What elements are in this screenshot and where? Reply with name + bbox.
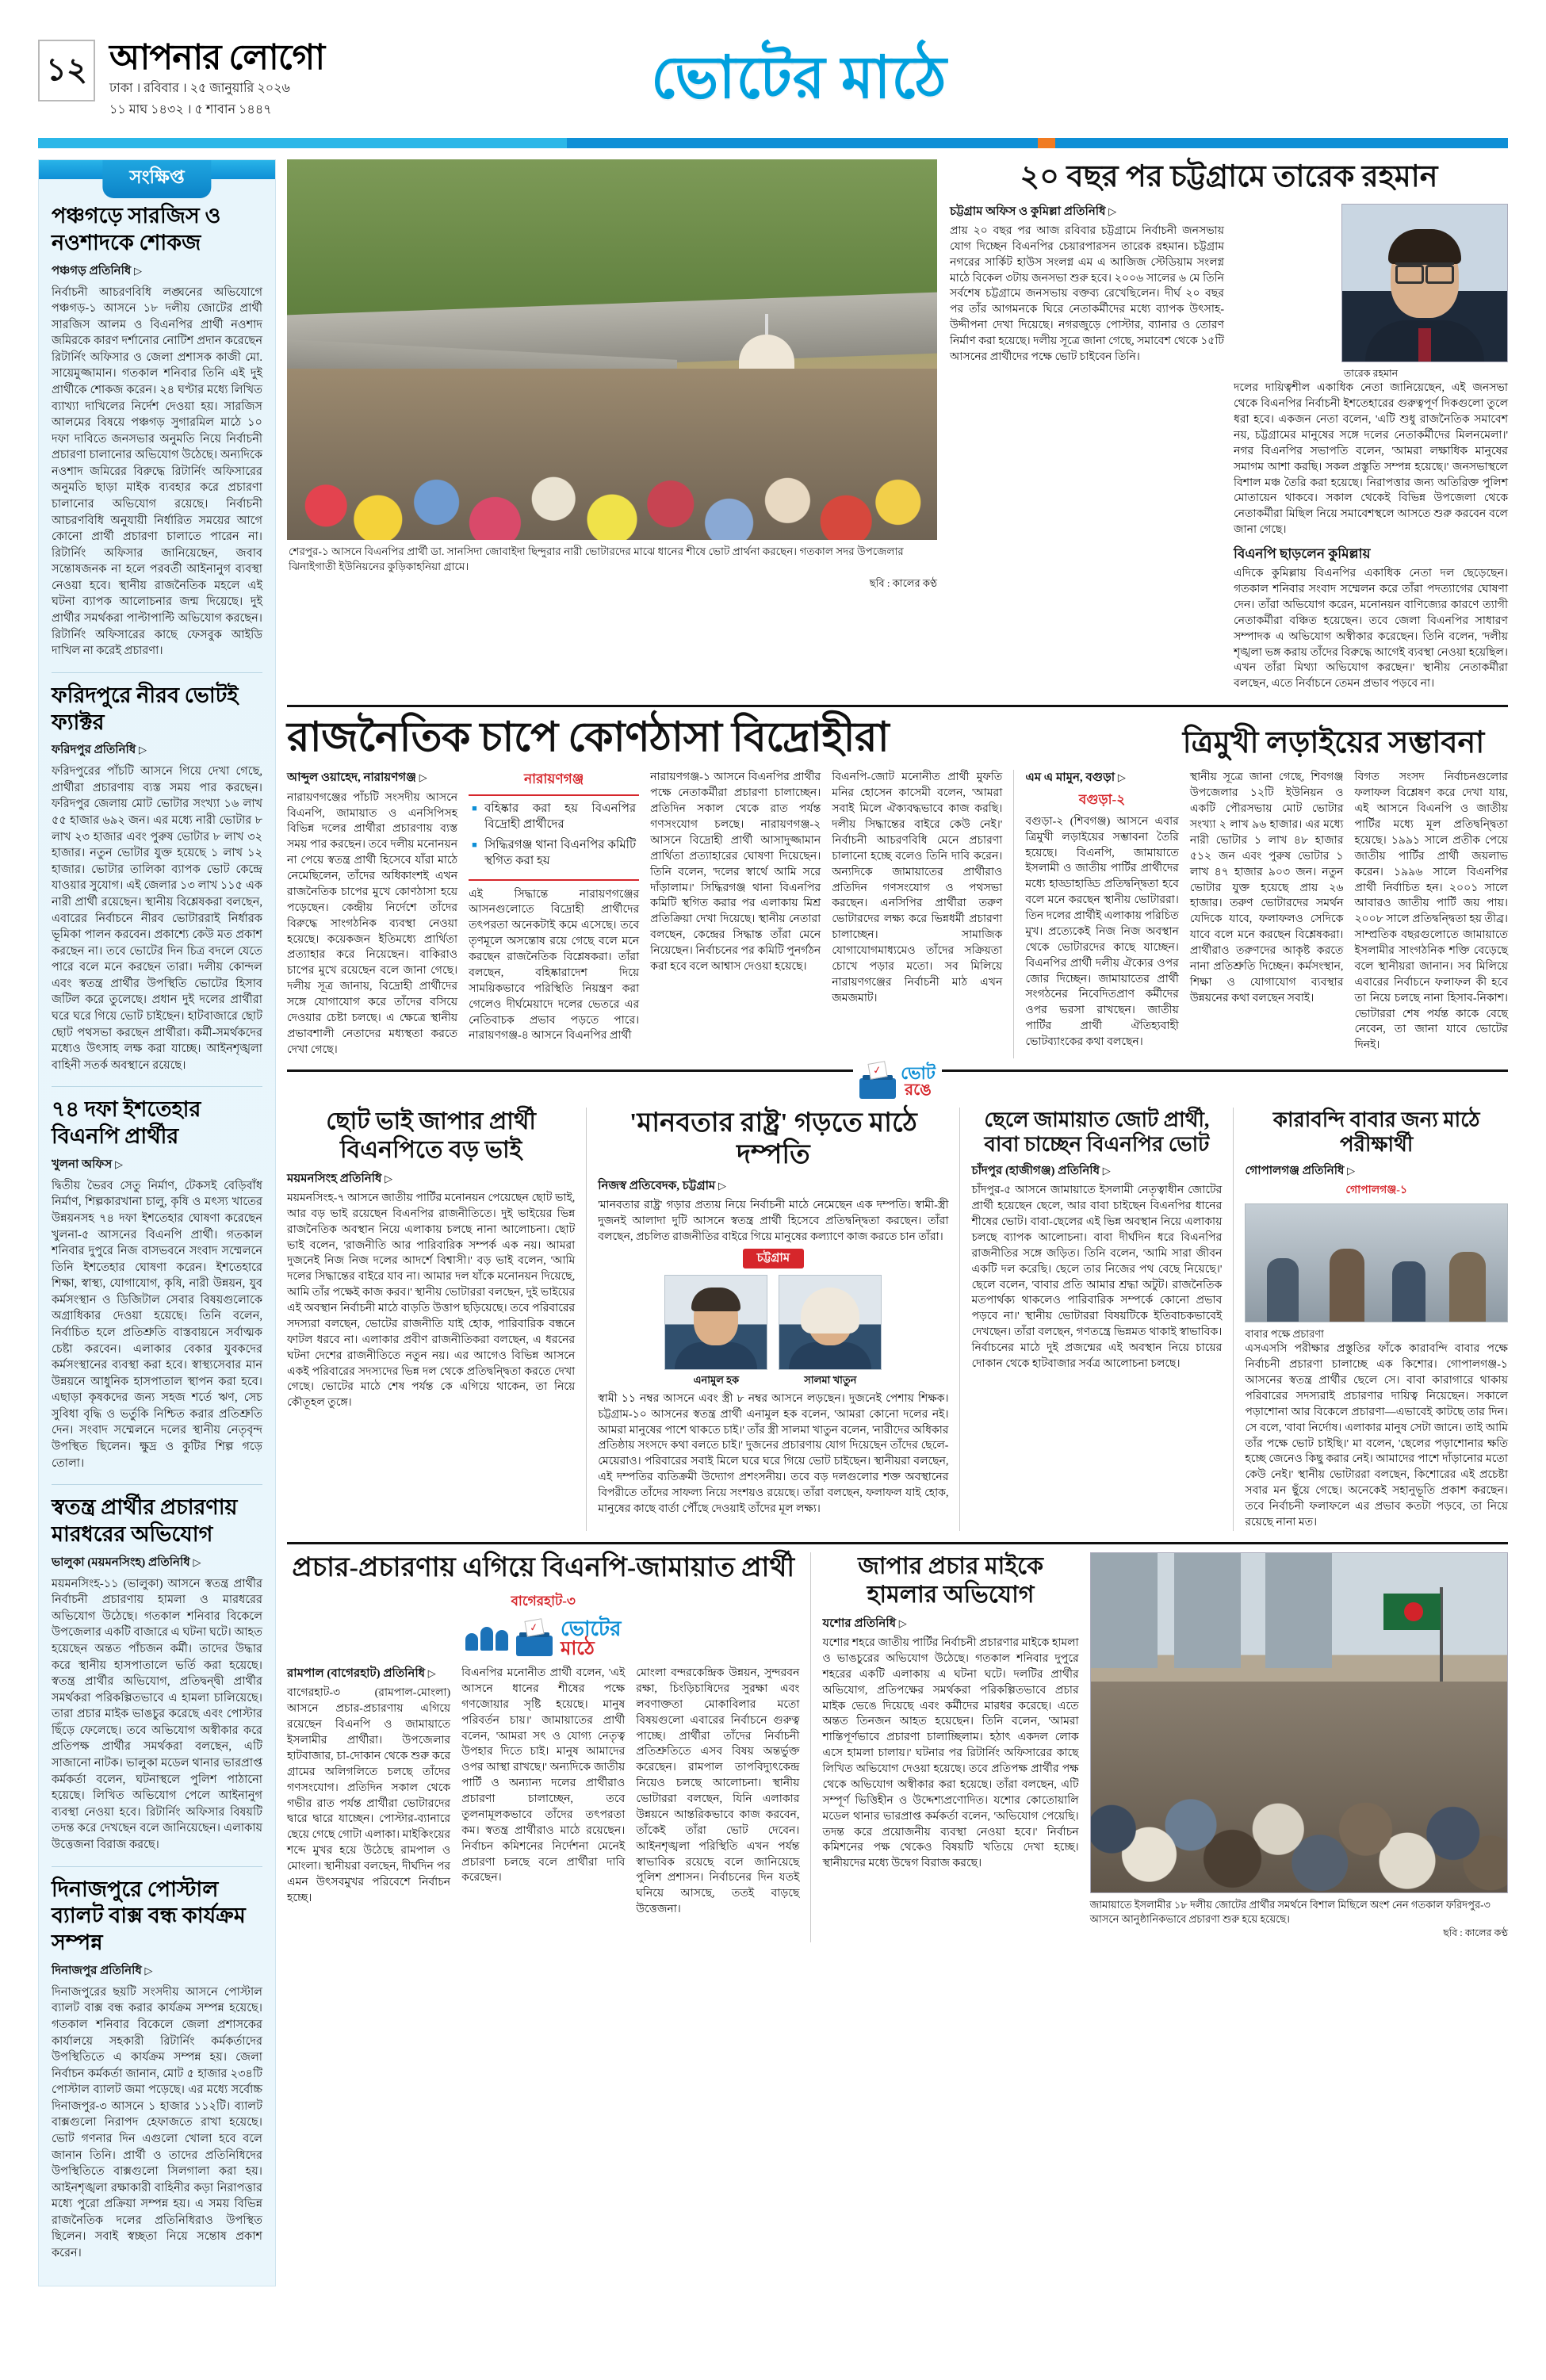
triangle-icon: ▷: [718, 1180, 727, 1192]
photo-person-1: [1267, 1258, 1299, 1322]
newspaper-page: [0, 40, 1546, 2380]
lead-photo: [287, 159, 937, 540]
bb-center-byline: [598, 1178, 948, 1195]
photo-person-2: [1330, 1249, 1364, 1322]
portrait-husband: [664, 1275, 767, 1387]
divider: [52, 672, 262, 673]
sidebar-headline: ৭৪ দফা ইশতেহার বিএনপি প্রার্থীর: [52, 1097, 201, 1149]
masthead: [38, 40, 1508, 133]
trimukhi-body-3: বিগত সংসদ নির্বাচনগুলোর ফলাফল বিশ্লেষণ করে দেখা যায়, এই আসনে বিএনপি ও জাতীয় পার্টির মধ্যে মূল প্রতিদ্বন্দ্বিতা হয়েছে। ১৯৯১ সালে প্রতীক পেয়ে জাতীয় পার্টির প্রার্থী জয়লাভ করেন। ১৯৯৬ সালে বিএনপির প্রার্থী নির্বাচিত হন। ২০০১ সালে আবারও জাতীয় পার্টি জয় পায়। ২০০৮ সালে প্রতিদ্বন্দ্বিতা হয় তীব্র। সাম্প্রতিক বছরগুলোতে জামায়াতে ইসলামীর সাংগঠনিক শক্তি বেড়েছে বলে স্থানীয়রা জানান। সব মিলিয়ে এবারের নির্বাচনে ফলাফল কী হবে তা নিয়ে চলছে নানা হিসাব-নিকাশ। ভোটাররা শেষ পর্যন্ত কাকে বেছে নেবেন, তা জানা যাবে ভোটের দিনই।: [1354, 771, 1508, 1052]
vertical-divider: [810, 1552, 811, 1942]
tarek-body-3: এদিকে কুমিল্লায় বিএনপির একাধিক নেতা দল ছেড়েছেন। গতকাল শনিবার সংবাদ সম্মেলন করে তাঁরা পদত্যাগের ঘোষণা দেন। তাঁরা অভিযোগ করেন, মনোনয়ন বাণিজ্যের কারণে ত্যাগী নেতাকর্মীরা বঞ্চিত হয়েছেন। তবে জেলা বিএনপির সাধারণ সম্পাদক এ অভিযোগ অস্বীকার করেছেন। তিনি বলেন, 'দলীয় শৃঙ্খলা ভঙ্গ করায় তাঁদের বিরুদ্ধে আগেই ব্যবস্থা নেওয়া হয়েছিল। এখন তাঁরা মিথ্যা অভিযোগ করছেন।' স্থানীয় নেতাকর্মীরা বলছেন, এতে নির্বাচনে তেমন প্রভাব পড়বে না।: [1234, 568, 1508, 691]
bottom-band: [287, 1062, 1508, 1531]
photo-building-2: [1174, 1553, 1241, 1669]
vote-logo-text: [561, 1618, 621, 1659]
people-icon: [465, 1627, 508, 1651]
tarek-story[interactable]: [950, 159, 1508, 692]
triangle-icon: ▷: [898, 1617, 907, 1629]
byline-text: খুলনা অফিস: [52, 1157, 113, 1171]
tarek-subhead: বিএনপি ছাড়লেন কুমিল্লায়: [1234, 546, 1371, 562]
rebel-col-2: [469, 770, 639, 1058]
main-content: [287, 159, 1508, 2286]
rebel-body-4: বিএনপি-জোট মনোনীত প্রার্থী মুফতি মনির হোসেন কাসেমী বলেন, 'আমরা সবাই মিলে ঐক্যবদ্ধভাবে কাজ করছি। দলীয় সিদ্ধান্তের বাইরে কেউ নেই।' নির্বাচনী আচরণবিধি মেনে প্রচারণা চালানো হচ্ছে বলেও তিনি দাবি করেন। অন্যদিকে জামায়াতের প্রার্থীরাও প্রতিদিন গণসংযোগ ও পথসভা করছেন। এনসিপির প্রার্থীরা তরুণ ভোটারদের লক্ষ্য করে ভিন্নধর্মী প্রচারণা চালাচ্ছেন। সামাজিক যোগাযোগমাধ্যমেও তাঁদের সক্রিয়তা চোখে পড়ার মতো। সব মিলিয়ে নারায়ণগঞ্জের নির্বাচনী মাঠ এখন জমজমাট।: [832, 771, 1003, 1004]
publication-logo-block: [109, 40, 324, 120]
byline-text: চট্টগ্রাম অফিস ও কুমিল্লা প্রতিনিধি: [950, 205, 1106, 218]
portrait-hair: [691, 1288, 740, 1311]
br-left-body-3: মোংলা বন্দরকেন্দ্রিক উন্নয়ন, সুন্দরবন রক্ষা, চিংড়িচাষিদের সুরক্ষা এবং লবণাক্ততা মোকাবিলার মতো বিষয়গুলো এবারের নির্বাচনে গুরুত্ব পাচ্ছে। প্রার্থীরা তাঁদের নির্বাচনী প্রতিশ্রুতিতে এসব বিষয় অন্তর্ভুক্ত করেছেন। রামপাল তাপবিদ্যুৎকেন্দ্র নিয়েও চলছে আলোচনা। স্থানীয় ভোটাররা বলছেন, যিনি এলাকার উন্নয়নে আন্তরিকভাবে কাজ করবেন, তাঁকেই তাঁরা ভোট দেবেন। আইনশৃঙ্খলা পরিস্থিতি এখন পর্যন্ত স্বাভাবিক রয়েছে বলে জানিয়েছে পুলিশ প্রশাসন। নির্বাচনের দিন যতই ঘনিয়ে আসছে, ততই বাড়ছে উত্তেজনা।: [636, 1667, 800, 1916]
tarek-columns: [950, 204, 1508, 693]
br-left-body-1: বাগেরহাট-৩ (রামপাল-মোংলা) আসনে প্রচার-প্রচারণায় এগিয়ে রয়েছেন বিএনপি ও জামায়াতে ইসলামীর প্রার্থীরা। উপজেলার হাটবাজার, চা-দোকান থেকে শুরু করে গ্রামের অলিগলিতে চলছে তাঁদের গণসংযোগ। প্রতিদিন সকাল থেকে গভীর রাত পর্যন্ত প্রার্থীরা ভোটারদের দ্বারে দ্বারে যাচ্ছেন। পোস্টার-ব্যানারে ছেয়ে গেছে গোটা এলাকা। মাইকিংয়ের শব্দে মুখর হয়ে উঠেছে রামপাল ও মোংলা। স্থানীয়রা বলছেন, দীর্ঘদিন পর এমন উৎসবমুখর পরিবেশে নির্বাচন হচ্ছে।: [287, 1687, 451, 1904]
trimukhi-byline: [1025, 770, 1179, 786]
bb-center-body-top: 'মানবতার রাষ্ট্র' গড়ার প্রত্যয় নিয়ে নির্বাচনী মাঠে নেমেছেন এক দম্পতি। স্বামী-স্ত্রী দুজনই আলাদা দুটি আসনে স্বতন্ত্র প্রার্থী হিসেবে প্রতিদ্বন্দ্বিতা করছেন। তাঁরা বলছেন, প্রচলিত রাজনীতির বাইরে গিয়ে মানুষের কল্যাণে কাজ করতে চান তাঁরা।: [598, 1200, 949, 1244]
byline-text: রামপাল (বাগেরহাট) প্রতিনিধি: [287, 1667, 426, 1681]
glasses-icon: [1395, 262, 1454, 277]
bottom-row: [287, 1542, 1508, 1942]
ballot-box-icon: [516, 1621, 553, 1656]
byline-text: এম এ মামুন, বগুড়া: [1025, 771, 1115, 785]
photo-building-1: [1091, 1553, 1158, 1669]
divider: [52, 1484, 262, 1485]
tarek-col-1: [950, 204, 1224, 693]
sidebar-item-3[interactable]: [39, 1096, 275, 1471]
rebel-region-label: নারায়ণগঞ্জ: [523, 771, 584, 787]
person-2: [480, 1627, 493, 1651]
br-photo-block: [1090, 1552, 1508, 1942]
page-number: ১২: [38, 40, 95, 101]
tarek-byline: [950, 204, 1224, 220]
lead-photo-block: [287, 159, 937, 692]
rebel-headline: রাজনৈতিক চাপে কোণঠাসা বিদ্রোহীরা: [287, 715, 890, 761]
portrait-body: [789, 1342, 871, 1369]
rule-segment-blue: [567, 138, 1037, 148]
triangle-icon: ▷: [1108, 205, 1117, 217]
trimukhi-body-1: বগুড়া-২ (শিবগঞ্জ) আসনে এবার ত্রিমুখী লড়াইয়ের সম্ভাবনা তৈরি হয়েছে। বিএনপি, জামায়াতে ইসলামী ও জাতীয় পার্টির প্রার্থীদের মধ্যে হাড্ডাহাড্ডি প্রতিদ্বন্দ্বিতা হবে বলে মনে করছেন স্থানীয় ভোটাররা। তিন দলের প্রার্থীই এলাকায় পরিচিত মুখ। প্রত্যেকেই নিজ নিজ অবস্থান থেকে ভোটারদের কাছে যাচ্ছেন। বিএনপির প্রার্থী দলীয় ঐক্যের ওপর জোর দিচ্ছেন। জামায়াতের প্রার্থী সংগঠনের নিবেদিতপ্রাণ কর্মীদের ওপর ভরসা রাখছেন। জাতীয় পার্টির প্রার্থী ঐতিহ্যবাহী ভোটব্যাংকের কথা বলছেন।: [1025, 815, 1179, 1049]
tarek-col-2: [1234, 204, 1508, 693]
sidebar-byline: [52, 1961, 262, 1981]
vertical-divider: [1233, 1108, 1234, 1531]
br-left-col-2: [461, 1666, 625, 1918]
byline-text: গোপালগঞ্জ প্রতিনিধি: [1245, 1164, 1345, 1177]
vertical-divider: [959, 1108, 960, 1531]
bangladesh-flag-icon: [1383, 1594, 1441, 1630]
bb-left-story[interactable]: [287, 1108, 575, 1531]
photo-building-3: [1265, 1553, 1332, 1669]
ballot-box-icon: [859, 1064, 896, 1099]
bottom-row-columns: [287, 1552, 1508, 1942]
sidebar-body: দিনাজপুরের ছয়টি সংসদীয় আসনে পোস্টাল ব্যালট বাক্স বন্ধ করার কার্যক্রম সম্পন্ন হয়েছে। গতকাল শনিবার বিকেলে জেলা প্রশাসকের কার্যালয়ে সহকারী রিটার্নিং কর্মকর্তাদের উপস্থিতিতে এ কার্যক্রম সম্পন্ন হয়। জেলা নির্বাচন কর্মকর্তা জানান, মোট ৫ হাজার ২৩৪টি পোস্টাল ব্যালট জমা পড়েছে। এর মধ্যে সর্বোচ্চ দিনাজপুর-৩ আসনে ১ হাজার ১১২টি। ব্যালট বাক্সগুলো নিরাপদ হেফাজতে রাখা হয়েছে। ভোট গণনার দিন এগুলো খোলা হবে বলে জানান তিনি। প্রার্থী ও তাদের প্রতিনিধিদের উপস্থিতিতে বাক্সগুলো সিলগালা করা হয়। আইনশৃঙ্খলা রক্ষাকারী বাহিনীর কড়া নিরাপত্তার মধ্যে পুরো প্রক্রিয়া সম্পন্ন হয়। এ সময় বিভিন্ন রাজনৈতিক দলের প্রতিনিধিরাও উপস্থিত ছিলেন। সবাই স্বচ্ছতা নিয়ে সন্তোষ প্রকাশ করেন।: [52, 1985, 262, 2260]
bb-left-headline: ছোট ভাই জাপার প্রার্থী বিএনপিতে বড় ভাই: [326, 1108, 536, 1163]
mid-body-row: [287, 770, 1508, 1058]
byline-text: ফরিদপুর প্রতিনিধি: [52, 744, 136, 757]
rebel-bullet-1: ■ বহিষ্কার করা হয় বিএনপির বিদ্রোহী প্রার্থীদের: [472, 801, 636, 833]
byline-text: নিজস্ব প্রতিবেদক, চট্টগ্রাম: [598, 1180, 716, 1193]
person-1: [465, 1633, 478, 1651]
sidebar-headline: পঞ্চগড়ে সারজিস ও নওশাদকে শোকজ: [52, 204, 221, 254]
top-row: [287, 159, 1508, 692]
tarek-portrait-caption: তারেক রহমান: [1343, 367, 1399, 379]
br-left-byline: [287, 1666, 450, 1682]
bb-right-body: চাঁদপুর-৫ আসনে জামায়াতে ইসলামী নেতৃত্বাধীন জোটের প্রার্থী হয়েছেন ছেলে, আর বাবা চাইছেন বিএনপির ধানের শীষের ভোট। বাবা-ছেলের এই ভিন্ন অবস্থান নিয়ে এলাকায় চলছে ব্যাপক আলোচনা। বাবা দীর্ঘদিন ধরে বিএনপির রাজনীতির সঙ্গে জড়িত। তিনি বলেন, 'আমি সারা জীবন একটি দল করেছি। ছেলে তার নিজের পথ বেছে নিয়েছে।' ছেলে বলেন, 'বাবার প্রতি আমার শ্রদ্ধা অটুট। রাজনৈতিক মতপার্থক্য থাকলেও পারিবারিক সম্পর্কে কোনো প্রভাব পড়বে না।' স্থানীয় ভোটাররা বিষয়টিকে ইতিবাচকভাবেই দেখছেন। তাঁরা বলছেন, গণতন্ত্রে ভিন্নমত থাকাই স্বাভাবিক। নির্বাচনের মাঠে দুই প্রজন্মের এই অবস্থান নিয়ে চায়ের দোকান থেকে হাটবাজার সর্বত্র আলোচনা চলছে।: [971, 1184, 1223, 1370]
br-left-body-2: বিএনপির মনোনীত প্রার্থী বলেন, 'এই আসনে ধানের শীষের পক্ষে গণজোয়ার সৃষ্টি হয়েছে। মানুষ পরিবর্তন চায়।' জামায়াতের প্রার্থী বলেন, 'আমরা সৎ ও যোগ্য নেতৃত্ব উপহার দিতে চাই। মানুষ আমাদের ওপর আস্থা রাখছে।' অন্যদিকে জাতীয় পার্টি ও অন্যান্য দলের প্রার্থীরাও প্রচারণা চালাচ্ছেন, তবে তুলনামূলকভাবে তাঁদের তৎপরতা কম। স্বতন্ত্র প্রার্থীরাও মাঠে রয়েছেন। নির্বাচন কমিশনের নির্দেশনা মেনেই প্রচারণা চলছে বলে প্রার্থীরা দাবি করেছেন।: [461, 1667, 626, 1884]
portrait-tie: [1418, 328, 1431, 362]
rule-segment-orange: [1038, 138, 1055, 148]
bb-farright-photo-caption: বাবার পক্ষে প্রচারণা: [1245, 1328, 1324, 1341]
trimukhi-headline: ত্রিমুখী লড়াইয়ের সম্ভাবনা: [1182, 725, 1485, 760]
sidebar-item-1[interactable]: [39, 203, 275, 660]
bb-center-tag: [598, 1249, 948, 1268]
br-left-col-1: [287, 1666, 450, 1918]
vote-badge: [853, 1061, 942, 1102]
triangle-icon: ▷: [427, 1667, 436, 1680]
byline-text: যশোর প্রতিনিধি: [822, 1617, 897, 1630]
byline-text: ভালুকা (ময়মনসিংহ) প্রতিনিধি: [52, 1555, 190, 1569]
rebel-body-1: নারায়ণগঞ্জের পাঁচটি সংসদীয় আসনে বিএনপি, জামায়াত ও এনসিপিসহ বিভিন্ন দলের প্রার্থীরা প্রচারণায় ব্যস্ত সময় পার করছেন। তবে দলীয় মনোনয়ন না পেয়ে স্বতন্ত্র প্রার্থী হিসেবে যাঁরা মাঠে নেমেছিলেন, তাঁদের অধিকাংশই এখন রাজনৈতিক চাপের মুখে কোণঠাসা হয়ে পড়েছেন। কেন্দ্রীয় নির্দেশে তাঁদের বিরুদ্ধে সাংগঠনিক ব্যবস্থা নেওয়া হয়েছে। কয়েকজন ইতিমধ্যে প্রার্থিতা প্রত্যাহার করে নিয়েছেন। বাকিরাও চাপের মুখে রয়েছেন বলে জানা গেছে। দলীয় সূত্র জানায়, বিদ্রোহী প্রার্থীদের সঙ্গে যোগাযোগ করে তাঁদের বসিয়ে দেওয়ার চেষ্টা চলছে। এ ক্ষেত্রে স্থানীয় প্রভাবশালী নেতাদের মধ্যস্থতা করতে দেখা গেছে।: [287, 791, 458, 1056]
rally-photo-caption: জামায়াতে ইসলামীর ১৮ দলীয় জোটের প্রার্থীর সমর্থনে বিশাল মিছিলে অংশ নেন গতকাল ফরিদপুর-৩ আসনে আনুষ্ঠানিকভাবে প্রচারণা শুরু হয়ে হয়েছে।: [1089, 1898, 1491, 1925]
tarek-body-1: প্রায় ২০ বছর পর আজ রবিবার চট্টগ্রামে নির্বাচনী জনসভায় যোগ দিচ্ছেন বিএনপির চেয়ারপারসন তারেক রহমান। চট্টগ্রাম নগরের সার্কিট হাউস সংলগ্ন এম এ আজিজ স্টেডিয়াম সংলগ্ন মাঠে বিকেল ৩টায় জনসভা শুরু হবে। ২০০৬ সালের ৬ মে তিনি সর্বশেষ চট্টগ্রামে জনসভায় বক্তব্য রেখেছিলেন। দীর্ঘ ২০ বছর পর তাঁর আগমনকে ঘিরে নেতাকর্মীদের মধ্যে ব্যাপক উৎসাহ-উদ্দীপনা দেখা দিয়েছে। নগরজুড়ে পোস্টার, ব্যানার ও তোরণ নির্মাণ করা হয়েছে। দলীয় সূত্রে জানা গেছে, সমাবেশ থেকে ১৫টি আসনের প্রার্থীদের পক্ষে ভোট চাইবেন তিনি।: [950, 224, 1224, 363]
vote-logo-top: ভোটের: [561, 1617, 622, 1640]
sidebar-brief-column: [38, 159, 276, 2286]
big-headline-row: [287, 705, 1508, 760]
tarek-body-2: দলের দায়িত্বশীল একাধিক নেতা জানিয়েছেন, এই জনসভা থেকে বিএনপির নির্বাচনী ইশতেহারের গুরুত্বপূর্ণ দিকগুলো তুলে ধরা হবে। একজন নেতা বলেন, 'এটি শুধু রাজনৈতিক সমাবেশ নয়, চট্টগ্রামের মানুষের সঙ্গে দলের নেতাকর্মীদের মিলনমেলা।' নগর বিএনপির সভাপতি বলেন, 'আমরা লক্ষাধিক মানুষের সমাগম আশা করছি। সকল প্রস্তুতি সম্পন্ন হয়েছে।' জনসভাস্থলে বিশাল মঞ্চ তৈরি করা হয়েছে। নিরাপত্তার জন্য অতিরিক্ত পুলিশ মোতায়েন থাকবে। সকাল থেকেই বিভিন্ন উপজেলা থেকে নেতাকর্মীরা মিছিল নিয়ে সমাবেশস্থলে আসতে শুরু করবেন বলে জানা গেছে।: [1234, 382, 1508, 537]
sidebar-byline: [52, 1553, 262, 1573]
byline-text: চাঁদপুর (হাজীগঞ্জ) প্রতিনিধি: [971, 1164, 1100, 1177]
masthead-date-line-1: ঢাকা । রবিবার । ২৫ জানুয়ারি ২০২৬: [109, 82, 290, 96]
bb-farright-body: এসএসসি পরীক্ষার প্রস্তুতির ফাঁকে কারাবন্দি বাবার পক্ষে নির্বাচনী প্রচারণা চালাচ্ছে এক কিশোর। গোপালগঞ্জ-১ আসনের স্বতন্ত্র প্রার্থীর ছেলে সে। বাবা কারাগারে থাকায় পরিবারের সদস্যরাই প্রচারণার দায়িত্ব নিয়েছেন। সকালে পড়াশোনা আর বিকেলে প্রচারণা—এভাবেই কাটছে তার দিন। সে বলে, 'বাবা নির্দোষ। এলাকার মানুষ সেটা জানে। তাই আমি তাঁর পক্ষে ভোট চাইছি।' মা বলেন, 'ছেলের পড়াশোনার ক্ষতি হচ্ছে জেনেও কিছু করার নেই। আমাদের পাশে দাঁড়ানোর মতো কেউ নেই।' স্থানীয় ভোটাররা বলছেন, কিশোরের এই প্রচেষ্টা সবার মন ছুঁয়ে গেছে। অনেকেই সহানুভূতি প্রকাশ করছেন। তবে নির্বাচনী ফলাফলে এর প্রভাব কতটা পড়বে, তা নিয়ে রয়েছে নানা মত।: [1245, 1343, 1508, 1529]
br-left-headline: প্রচার-প্রচারণায় এগিয়ে বিএনপি-জামায়াত প্রার্থী: [292, 1552, 795, 1582]
publication-name: আপনার লোগো: [109, 38, 325, 77]
sidebar-headline: স্বতন্ত্র প্রার্থীর প্রচারণায় মারধরের অভিযোগ: [52, 1495, 238, 1546]
bottom-band-columns: [287, 1108, 1508, 1531]
page-title: ভোটের মাঠে: [651, 46, 947, 111]
rebel-col-3: [650, 770, 821, 1058]
rebel-bullet-2: ■ সিদ্ধিরগঞ্জ থানা বিএনপির কমিটি স্থগিত করা হয়: [472, 837, 636, 870]
byline-text: আব্দুল ওয়াহেদ, নারায়ণগঞ্জ: [287, 771, 416, 785]
rule-segment-blue-2: [1055, 138, 1508, 148]
sidebar-item-2[interactable]: [39, 683, 275, 1073]
sidebar-body: ময়মনসিংহ-১১ (ভালুকা) আসনে স্বতন্ত্র প্রার্থীর নির্বাচনী প্রচারণায় হামলা ও মারধরের অভিযোগ উঠেছে। গতকাল শনিবার বিকেলে উপজেলার একটি বাজারে এ ঘটনা ঘটে। আহত হয়েছেন অন্তত পাঁচজন কর্মী। তাদের উদ্ধার করে স্থানীয় হাসপাতালে ভর্তি করা হয়েছে। স্বতন্ত্র প্রার্থীর অভিযোগ, প্রতিদ্বন্দ্বী প্রার্থীর সমর্থকরা পরিকল্পিতভাবে এ হামলা চালিয়েছে। তারা প্রচার মাইক ভাঙচুর করেছে এবং পোস্টার ছিঁড়ে ফেলেছে। তবে অভিযোগ অস্বীকার করে প্রতিপক্ষ প্রার্থীর সমর্থকরা বলছেন, এটি সাজানো নাটক। ভালুকা মডেল থানার ভারপ্রাপ্ত কর্মকর্তা বলেন, ঘটনাস্থলে পুলিশ পাঠানো হয়েছে। লিখিত অভিযোগ পেলে আইনানুগ ব্যবস্থা নেওয়া হবে। রিটার্নিং অফিসার বিষয়টি তদন্ত করে দেখছেন বলে জানিয়েছেন। এলাকায় উত্তেজনা বিরাজ করছে।: [52, 1577, 262, 1851]
br-left-col-3: [636, 1666, 799, 1918]
vote-badge-text: [901, 1062, 936, 1099]
sidebar-headline: দিনাজপুরে পোস্টাল ব্যালট বাক্স বন্ধ কার্যক্রম সম্পন্ন: [52, 1877, 246, 1955]
bb-farright-story[interactable]: [1245, 1108, 1508, 1531]
portrait-name: সালমা খাতুন: [804, 1374, 857, 1387]
bb-center-body-bottom: স্বামী ১১ নম্বর আসনে এবং স্ত্রী ৮ নম্বর আসনে লড়ছেন। দুজনেই পেশায় শিক্ষক। চট্টগ্রাম-১০ আসনের স্বতন্ত্র প্রার্থী এনামুল হক বলেন, 'আমরা কোনো দলের নই। আমরা মানুষের পাশে থাকতে চাই।' তাঁর স্ত্রী সালমা খাতুন বলেন, 'নারীদের অধিকার প্রতিষ্ঠায় সংসদে কথা বলতে চাই।' দুজনের প্রচারণায় যোগ দিয়েছেন তাঁদের ছেলে-মেয়েরাও। পরিবারের সবাই মিলে ঘরে ঘরে গিয়ে ভোট চাইছেন। স্থানীয়রা বলছেন, এই দম্পতির ব্যতিক্রমী উদ্যোগ প্রশংসনীয়। তবে বড় দলগুলোর শক্ত অবস্থানের বিপরীতে তাঁদের সাফল্য নিয়ে সংশয়ও রয়েছে। তাঁরা বলছেন, ফলাফল যাই হোক, মানুষের কাছে বার্তা পৌঁছে দেওয়াই তাঁদের মূল লক্ষ্য।: [598, 1392, 949, 1515]
triangle-icon: ▷: [193, 1555, 201, 1568]
trimukhi-col-1: [1025, 770, 1179, 1058]
rule-segment-cyan: [38, 138, 567, 148]
trimukhi-col-3: [1354, 770, 1508, 1058]
sidebar-headline: ফরিদপুরে নীরব ভোটই ফ্যাক্টর: [52, 683, 239, 734]
masthead-date-line-2: ১১ মাঘ ১৪৩২ । ৫ শাবান ১৪৪৭: [109, 103, 272, 117]
bb-farright-photo: [1245, 1203, 1508, 1322]
portrait-body: [675, 1342, 757, 1369]
tarek-headline: ২০ বছর পর চট্টগ্রামে তারেক রহমান: [1020, 160, 1438, 193]
portrait-image: [664, 1275, 767, 1370]
rebel-col-1: [287, 770, 457, 1058]
bb-left-body: ময়মনসিংহ-৭ আসনে জাতীয় পার্টির মনোনয়ন পেয়েছেন ছোট ভাই, আর বড় ভাই রয়েছেন বিএনপির রাজনীতিতে। দুই ভাইয়ের ভিন্ন রাজনৈতিক অবস্থান নিয়ে এলাকায় চলছে নানা আলোচনা। ছোট ভাই বলেন, 'রাজনীতি আর পারিবারিক সম্পর্ক এক নয়। আমরা দুজনেই নিজ নিজ দলের আদর্শে বিশ্বাসী।' বড় ভাই বলেন, 'আমি দলের সিদ্ধান্তের বাইরে যাব না। আমার দল যাঁকে মনোনয়ন দিয়েছে, আমি তাঁর পক্ষেই কাজ করব।' স্থানীয় ভোটাররা বলছেন, দুই ভাইয়ের এই অবস্থান নির্বাচনী মাঠে বাড়তি উত্তাপ ছড়িয়েছে। তবে পরিবারের সদস্যরা বলছেন, ভোটের রাজনীতি যাই হোক, পারিবারিক বন্ধনে ফাটল ধরবে না। এলাকার প্রবীণ রাজনীতিকরা বলছেন, এ ধরনের ঘটনা দেশের রাজনীতিতে নতুন নয়। এর আগেও বিভিন্ন আসনে একই পরিবারের সদস্যদের ভিন্ন দল থেকে প্রতিদ্বন্দ্বিতা করতে দেখা গেছে। ভোটের মাঠে শেষ পর্যন্ত কে এগিয়ে থাকেন, তা নিয়ে কৌতূহল তুঙ্গে।: [287, 1192, 576, 1410]
br-center-body: যশোর শহরে জাতীয় পার্টির নির্বাচনী প্রচারণার মাইকে হামলা ও ভাঙচুরের অভিযোগ উঠেছে। গতকাল শনিবার দুপুরে শহরের একটি এলাকায় এ ঘটনা ঘটে। দলটির প্রার্থীর অভিযোগ, প্রতিপক্ষের সমর্থকরা পরিকল্পিতভাবে প্রচার মাইক ভেঙে দিয়েছে এবং কর্মীদের মারধর করেছে। এতে অন্তত তিনজন আহত হয়েছেন। তিনি বলেন, 'আমরা শান্তিপূর্ণভাবে প্রচারণা চালাচ্ছিলাম। হঠাৎ একদল লোক এসে হামলা চালায়।' ঘটনার পর রিটার্নিং অফিসারের কাছে লিখিত অভিযোগ দেওয়া হয়েছে। তবে প্রতিপক্ষ প্রার্থীর পক্ষ থেকে অভিযোগ অস্বীকার করা হয়েছে। তাঁরা বলছেন, এটি সম্পূর্ণ ভিত্তিহীন ও উদ্দেশ্যপ্রণোদিত। যশোর কোতোয়ালি মডেল থানার ভারপ্রাপ্ত কর্মকর্তা বলেন, 'অভিযোগ পেয়েছি। তদন্ত করে প্রয়োজনীয় ব্যবস্থা নেওয়া হবে।' নির্বাচন কমিশনের পক্ষ থেকেও বিষয়টি খতিয়ে দেখা হচ্ছে। স্থানীয়দের মধ্যে উদ্বেগ বিরাজ করছে।: [822, 1637, 1079, 1870]
tarek-portrait: [1341, 204, 1508, 362]
bb-center-headline: 'মানবতার রাষ্ট্র' গড়তে মাঠে দম্পতি: [629, 1108, 917, 1170]
divider: [52, 1866, 262, 1867]
region-badge: চট্টগ্রাম: [743, 1249, 804, 1268]
triangle-icon: ▷: [1117, 771, 1126, 784]
ballot-slip: [868, 1061, 888, 1080]
photo-person-3: [1392, 1261, 1425, 1322]
rally-photo-credit: ছবি : কালের কণ্ঠ: [1443, 1927, 1509, 1939]
rally-photo: [1090, 1552, 1508, 1893]
trimukhi-body-2: স্থানীয় সূত্রে জানা গেছে, শিবগঞ্জ উপজেলার ১২টি ইউনিয়ন ও একটি পৌরসভায় মোট ভোটার সংখ্যা ২ লাখ ৯৬ হাজার। এর মধ্যে নারী ভোটার ১ লাখ ৪৮ হাজার ৫১২ জন এবং পুরুষ ভোটার ১ লাখ ৪৭ হাজার ৯০৩ জন। নতুন ভোটার যুক্ত হয়েছে প্রায় ২৬ হাজার। তরুণ ভোটারদের সমর্থন যেদিকে যাবে, ফলাফলও সেদিকে যাবে বলে মনে করছেন বিশ্লেষকরা। প্রার্থীরাও তরুণদের আকৃষ্ট করতে নানা প্রতিশ্রুতি দিচ্ছেন। কর্মসংস্থান, শিক্ষা ও যোগাযোগ ব্যবস্থার উন্নয়নের কথা বলছেন সবাই।: [1189, 771, 1344, 1004]
portrait-wife: [779, 1275, 882, 1387]
triangle-icon: ▷: [134, 264, 143, 277]
br-left-cols: [287, 1666, 799, 1918]
triangle-icon: ▷: [419, 771, 427, 784]
byline-text: পঞ্চগড় প্রতিনিধি: [52, 264, 132, 277]
bb-farright-headline: কারাবন্দি বাবার জন্য মাঠে পরীক্ষার্থী: [1272, 1108, 1480, 1156]
triangle-icon: ▷: [385, 1172, 393, 1184]
rebel-body-3: নারায়ণগঞ্জ-১ আসনে বিএনপির প্রার্থীর পক্ষে নেতাকর্মীরা প্রচারণা চালাচ্ছেন। প্রতিদিন সকাল থেকে রাত পর্যন্ত গণসংযোগ চলছে। নারায়ণগঞ্জ-২ আসনে বিদ্রোহী প্রার্থী আসাদুজ্জামান প্রার্থিতা প্রত্যাহারের ঘোষণা দিয়েছেন। তিনি বলেন, 'দলের স্বার্থে আমি সরে দাঁড়ালাম।' সিদ্ধিরগঞ্জ থানা বিএনপির কমিটি স্থগিত করার পর এলাকায় মিশ্র প্রতিক্রিয়া দেখা দিয়েছে। স্থানীয় নেতারা বলছেন, কেন্দ্রের সিদ্ধান্ত তাঁরা মেনে নিয়েছেন। নির্বাচনের পর কমিটি পুনর্গঠন করা হবে বলে আশ্বাস দেওয়া হয়েছে।: [650, 771, 821, 973]
trimukhi-col-2: [1190, 770, 1344, 1058]
triangle-icon: ▷: [1347, 1164, 1356, 1177]
rebel-byline: [287, 770, 457, 786]
ballot-slip: [524, 1618, 544, 1637]
vote-badge-wrap: [287, 1061, 1508, 1103]
color-rule-bar: [38, 138, 1508, 148]
bb-farright-byline: [1245, 1163, 1508, 1180]
ballot-box-body: [859, 1078, 896, 1099]
divider: [52, 1086, 262, 1087]
bb-farright-region: গোপালগঞ্জ-১: [1345, 1184, 1408, 1197]
sidebar-item-5[interactable]: [39, 1877, 275, 2262]
sidebar-byline: [52, 262, 262, 281]
triangle-icon: ▷: [114, 1157, 123, 1170]
sidebar-byline: [52, 1155, 262, 1175]
vertical-divider: [1013, 770, 1014, 1058]
br-center-headline: জাপার প্রচার মাইকে হামলার অভিযোগ: [858, 1552, 1043, 1608]
bb-center-story[interactable]: [598, 1108, 948, 1531]
triangle-icon: ▷: [139, 744, 147, 756]
bb-right-story[interactable]: [971, 1108, 1222, 1531]
sidebar-item-4[interactable]: [39, 1494, 275, 1853]
bb-right-headline: ছেলে জামায়াত জোট প্রার্থী, বাবা চাচ্ছেন বিএনপির ভোট: [984, 1108, 1210, 1156]
sidebar-byline: [52, 740, 262, 760]
rebel-body-2: এই সিদ্ধান্তে নারায়ণগঞ্জের আসনগুলোতে বিদ্রোহী প্রার্থীদের তৎপরতা অনেকটাই কমে এসেছে। তবে তৃণমূলে অসন্তোষ রয়ে গেছে বলে মনে করছেন রাজনৈতিক বিশ্লেষকরা। তাঁরা বলছেন, বহিষ্কারাদেশ দিয়ে সাময়িকভাবে পরিস্থিতি নিয়ন্ত্রণ করা গেলেও দীর্ঘমেয়াদে দলের ভেতরে এর নেতিবাচক প্রভাব পড়তে পারে। নারায়ণগঞ্জ-৪ আসনে বিএনপির প্রার্থী: [469, 888, 640, 1043]
vote-logo-bottom: মাঠে: [561, 1638, 595, 1659]
br-left-region: বাগেরহাট-৩: [511, 1593, 576, 1609]
ballot-box-body: [516, 1636, 553, 1656]
vote-badge-bottom: রঙে: [905, 1081, 932, 1099]
triangle-icon: ▷: [144, 1964, 153, 1976]
br-left-story[interactable]: [287, 1552, 799, 1942]
portrait-image: [779, 1275, 882, 1370]
sidebar-body: দ্বিতীয় ভৈরব সেতু নির্মাণ, টেকসই বেড়িবাঁধ নির্মাণ, শিল্পকারখানা চালু, কৃষি ও মৎস্য খাতের উন্নয়নসহ ৭৪ দফা ইশতেহার ঘোষণা করেছেন খুলনা-৫ আসনের বিএনপি প্রার্থী। গতকাল শনিবার দুপুরে নিজ বাসভবনে সংবাদ সম্মেলনে তিনি ইশতেহার ঘোষণা করেন। ইশতেহারে শিক্ষা, স্বাস্থ্য, যোগাযোগ, কৃষি, নারী উন্নয়ন, যুব কর্মসংস্থান ও ডিজিটাল সেবার বিষয়গুলোকে অগ্রাধিকার দেওয়া হয়েছে। তিনি বলেন, নির্বাচিত হলে প্রতিশ্রুতি বাস্তবায়নে সর্বাত্মক চেষ্টা করবেন। এলাকার বেকার যুবকদের কর্মসংস্থানের ব্যবস্থা করা হবে। স্বাস্থ্যসেবার মান উন্নয়নে আধুনিক হাসপাতাল স্থাপন করা হবে। এছাড়া কৃষকদের জন্য সহজ শর্তে ঋণ, সেচ সুবিধা বৃদ্ধি ও ভর্তুকি নিশ্চিত করার প্রতিশ্রুতি দেন। সংবাদ সম্মেলনে দলের স্থানীয় নেতৃবৃন্দ উপস্থিত ছিলেন। ক্ষুদ্র ও কুটির শিল্প গড়ে তোলা।: [52, 1179, 262, 1470]
vote-badge-top: ভোট: [901, 1062, 936, 1083]
vote-logo-big: [287, 1618, 799, 1659]
br-center-story[interactable]: [822, 1552, 1078, 1942]
byline-text: দিনাজপুর প্রতিনিধি: [52, 1964, 142, 1977]
sidebar-body: নির্বাচনী আচরণবিধি লঙ্ঘনের অভিযোগে পঞ্চগড়-১ আসনে ১৮ দলীয় জোটের প্রার্থী সারজিস আলম ও বিএনপির প্রার্থী নওশাদ জমিরকে কারণ দর্শানোর নোটিশ প্রদান করেছেন রিটার্নিং অফিসার ও জেলা প্রশাসক কাজী মো. সায়েমুজ্জামান। গতকাল শনিবার তিনি এই দুই প্রার্থীকে শোকজ করেন। ২৪ ঘণ্টার মধ্যে লিখিত ব্যাখ্যা দাখিলের নির্দেশ দেওয়া হয়। সারজিস আলমের বিষয়ে পঞ্চগড় সুগারমিল মাঠে ১০ দফা দাবিতে জনসভার অনুমতি নিয়ে নির্বাচনী প্রচারণা চালানোর অভিযোগ উঠেছে। অন্যদিকে নওশাদ জমিরের বিরুদ্ধে রিটার্নিং অফিসারের অনুমতি ছাড়া মাইক ব্যবহার করে প্রচারণা চালানোর অভিযোগ রয়েছে। নির্বাচনী আচরণবিধি অনুযায়ী নির্ধারিত সময়ের আগে কোনো প্রার্থী প্রচারণা চালাতে পারেন না। রিটার্নিং অফিসার জানিয়েছেন, জবাব সন্তোষজনক না হলে পরবর্তী আইনানুগ ব্যবস্থা নেওয়া হবে। স্থানীয় রাজনৈতিক মহলে এই ঘটনা ব্যাপক আলোচনার জন্ম দিয়েছে। দুই প্রার্থীর সমর্থকরা পাল্টাপাল্টি অভিযোগ করছেন। রিটার্নিং অফিসারের কাছে ফেসবুক আইডি দাখিল না করেই প্রচারণা।: [52, 285, 262, 658]
sidebar-body: ফরিদপুরের পাঁচটি আসনে গিয়ে দেখা গেছে, প্রার্থীরা প্রচারণায় ব্যস্ত সময় পার করছেন। ফরিদপুর জেলায় মোট ভোটার সংখ্যা ১৬ লাখ ৫৫ হাজার ৬৯২ জন। এর মধ্যে নারী ভোটার ৮ লাখ ২৩ হাজার এবং পুরুষ ভোটার ৮ লাখ ৩২ হাজার। নতুন ভোটার যুক্ত হয়েছে ১ লাখ ১২ হাজার। ভোটার তালিকা ব্যাপক ভোট কেন্দ্রে যাওয়ার সুযোগ। এই জেলার ১৩ লাখ ১১৫ এক নারী প্রার্থী রয়েছেন। স্থানীয় বিশ্লেষকরা বলছেন, এবারের নির্বাচনে নীরব ভোটাররাই নির্ধারক ভূমিকা পালন করবেন। প্রকাশ্যে কেউ মত প্রকাশ করছেন না। তবে ভোটের দিন চিত্র বদলে যেতে পারে বলে মনে করছেন তারা। দলীয় কোন্দল এবং স্বতন্ত্র প্রার্থীর উপস্থিতি ভোটের হিসাব জটিল করে তুলেছে। প্রধান দুই দলের প্রার্থীরা ঘরে ঘরে গিয়ে ভোট চাইছেন। হাটবাজারে ছোট ছোট পথসভা করছেন প্রার্থীরা। কর্মী-সমর্থকদের মধ্যেও উৎসাহ লক্ষ করা যাচ্ছে। আইনশৃঙ্খলা বাহিনী সতর্ক অবস্থানে রয়েছে।: [52, 765, 262, 1072]
photo-crowd: [287, 369, 937, 540]
bb-right-byline: [971, 1163, 1222, 1180]
triangle-icon: ▷: [1102, 1164, 1111, 1177]
portrait-hair: [1388, 229, 1461, 264]
rebel-bullet-box: [469, 794, 639, 881]
person-3: [496, 1630, 508, 1651]
rebel-col-4: [832, 770, 1002, 1058]
vertical-divider: [586, 1108, 587, 1531]
lead-photo-credit: ছবি : কালের কণ্ঠ: [869, 576, 937, 589]
portrait-name: এনামুল হক: [693, 1374, 740, 1387]
couple-portraits: [598, 1275, 948, 1387]
portrait-hijab: [801, 1288, 859, 1333]
photo-crowd: [1091, 1682, 1507, 1892]
trimukhi-region-label: বগুড়া-২: [1078, 791, 1126, 807]
sidebar-ribbon: [39, 160, 275, 195]
br-center-byline: [822, 1616, 1078, 1632]
lead-photo-caption: শেরপুর-১ আসনে বিএনপির প্রার্থী ডা. সানসিদা জোবাইদা ছিন্দুরার নারী ভোটারদের মাঝে ধানের শীষে ভোট প্রার্থনা করছেন। গতকাল সদর উপজেলার ঝিনাইগাতী ইউনিয়নের কুড়িকাহনিয়া গ্রামে।: [289, 545, 904, 572]
photo-person-4: [1449, 1252, 1486, 1322]
byline-text: ময়মনসিংহ প্রতিনিধি: [287, 1172, 382, 1185]
sidebar-ribbon-label: সংক্ষিপ্ত: [102, 160, 211, 198]
bb-left-byline: [287, 1171, 575, 1188]
